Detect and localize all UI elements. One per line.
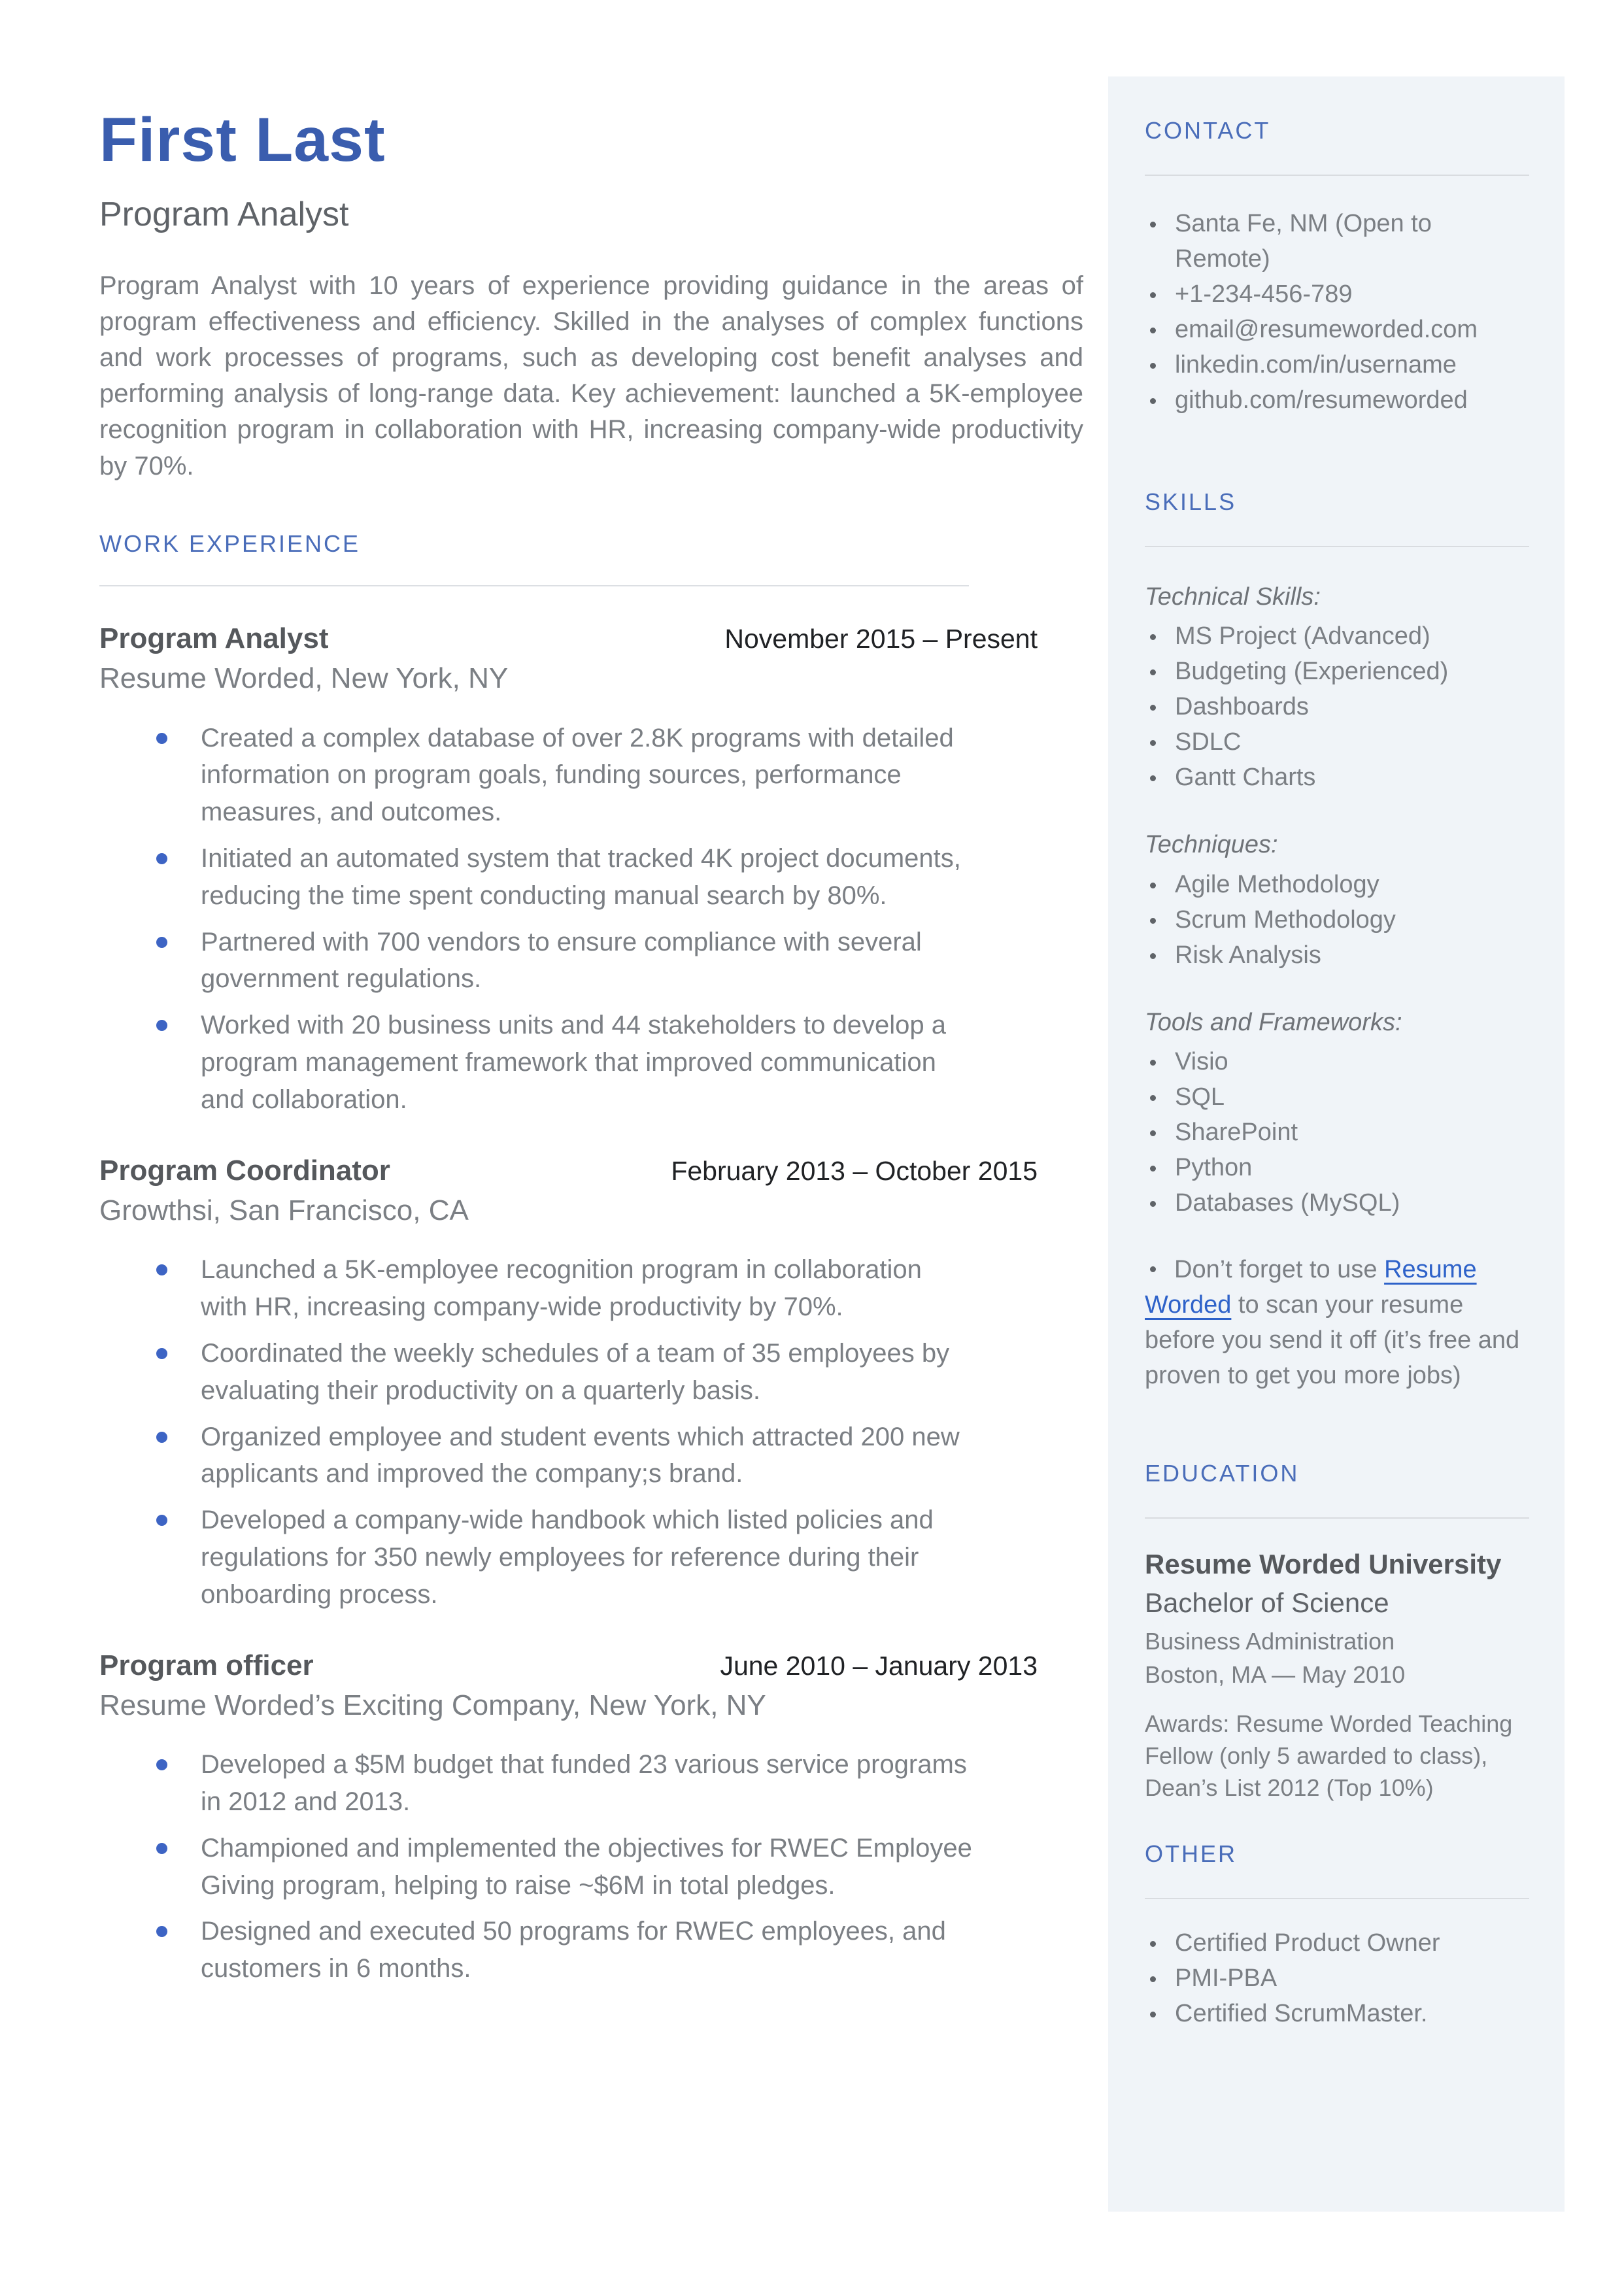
skill-item: Agile Methodology xyxy=(1145,867,1529,902)
section-divider xyxy=(1145,1898,1529,1899)
skill-item: Python xyxy=(1145,1150,1529,1185)
skills-list xyxy=(1145,618,1529,795)
job-entry xyxy=(99,1155,1083,1613)
bullet-dot xyxy=(1150,1266,1156,1272)
job-bullet: Designed and executed 50 programs for RWEC employees, and customers in 6 months. xyxy=(201,1913,972,1987)
job-bullet: Coordinated the weekly schedules of a team of 35 employees by evaluating their productivity on a quarterly basis. xyxy=(201,1335,972,1409)
job-head xyxy=(99,622,1038,655)
job-title: Program Coordinator xyxy=(99,1154,390,1187)
main-column xyxy=(99,105,1083,1997)
skills-group-label: Technical Skills: xyxy=(1145,583,1321,611)
job-bullet: Worked with 20 business units and 44 stakeholders to develop a program management framework that improved communication and collaboration. xyxy=(201,1007,972,1118)
skills-group-label: Techniques: xyxy=(1145,831,1278,859)
contact-email: email@resumeworded.com xyxy=(1145,312,1529,347)
job-dates: June 2010 – January 2013 xyxy=(720,1650,1038,1681)
certification-item: Certified Product Owner xyxy=(1145,1925,1529,1961)
job-entry xyxy=(99,1649,1083,1988)
section-divider xyxy=(1145,1517,1529,1519)
section-title-other: OTHER xyxy=(1145,1840,1237,1867)
note-suffix: to scan your resume before you send it off (it’s free and proven to get you more jobs) xyxy=(1145,1291,1520,1390)
section-divider xyxy=(1145,546,1529,547)
job-bullet: Partnered with 700 vendors to ensure compliance with several government regulations. xyxy=(201,924,972,998)
skills-list xyxy=(1145,867,1529,973)
resume-worded-note xyxy=(1145,1252,1529,1393)
job-bullet-list xyxy=(99,1746,1083,1987)
job-head xyxy=(99,1649,1038,1682)
skill-item: SharePoint xyxy=(1145,1115,1529,1150)
job-bullet: Developed a company-wide handbook which listed policies and regulations for 350 newly employees for reference during their onboarding process. xyxy=(201,1502,972,1613)
candidate-title: Program Analyst xyxy=(99,195,349,234)
job-title: Program Analyst xyxy=(99,622,329,654)
job-bullet-list xyxy=(99,720,1083,1119)
job-bullet: Organized employee and student events which attracted 200 new applicants and improved the company;s brand. xyxy=(201,1419,972,1493)
skill-item: Gantt Charts xyxy=(1145,760,1529,795)
job-head xyxy=(99,1155,1038,1187)
skill-item: Visio xyxy=(1145,1044,1529,1079)
education-major: Business Administration xyxy=(1145,1628,1395,1655)
certification-item: PMI-PBA xyxy=(1145,1961,1529,1996)
education-school: Resume Worded University xyxy=(1145,1549,1502,1580)
education-awards: Awards: Resume Worded Teaching Fellow (only 5 awarded to class), Dean’s List 2012 (Top 10%) xyxy=(1145,1710,1513,1801)
skill-item: MS Project (Advanced) xyxy=(1145,618,1529,654)
candidate-name: First Last xyxy=(99,105,386,175)
contact-location: Santa Fe, NM (Open to Remote) xyxy=(1145,206,1529,277)
job-bullet: Created a complex database of over 2.8K programs with detailed information on program goals, funding sources, performance measures, and outcomes. xyxy=(201,720,972,831)
section-title-work-experience: WORK EXPERIENCE xyxy=(99,530,361,557)
summary-paragraph: Program Analyst with 10 years of experience providing guidance in the areas of program effectiveness and efficiency. Skilled in the analyses of complex functions and work processes of programs, such as developing cost benefit analyses and performing analysis of long-range data. Key achievement: launched a 5K-employee recognition program in collaboration with HR, increasing company-wide productivity by 70%. xyxy=(99,271,1083,481)
job-bullet: Championed and implemented the objectives for RWEC Employee Giving program, helping to raise ~$6M in total pledges. xyxy=(201,1830,972,1904)
skill-item: SDLC xyxy=(1145,724,1529,760)
skill-item: Risk Analysis xyxy=(1145,937,1529,973)
education-location-date: Boston, MA — May 2010 xyxy=(1145,1661,1406,1688)
section-title-education: EDUCATION xyxy=(1145,1460,1300,1487)
education-degree: Bachelor of Science xyxy=(1145,1587,1389,1618)
job-dates: November 2015 – Present xyxy=(724,623,1038,654)
contact-linkedin: linkedin.com/in/username xyxy=(1145,347,1529,382)
section-title-skills: SKILLS xyxy=(1145,488,1237,515)
skill-item: Scrum Methodology xyxy=(1145,902,1529,937)
skill-item: SQL xyxy=(1145,1079,1529,1115)
skills-list xyxy=(1145,1044,1529,1221)
contact-github: github.com/resumeworded xyxy=(1145,382,1529,418)
section-title-contact: CONTACT xyxy=(1145,117,1271,144)
skill-item: Dashboards xyxy=(1145,689,1529,724)
skill-item: Budgeting (Experienced) xyxy=(1145,654,1529,689)
job-bullet: Developed a $5M budget that funded 23 various service programs in 2012 and 2013. xyxy=(201,1746,972,1821)
job-company: Resume Worded’s Exciting Company, New York, NY xyxy=(99,1689,766,1721)
job-bullet-list xyxy=(99,1251,1083,1613)
job-company: Resume Worded, New York, NY xyxy=(99,662,509,694)
skills-group-label: Tools and Frameworks: xyxy=(1145,1008,1402,1036)
job-dates: February 2013 – October 2015 xyxy=(671,1155,1038,1186)
skill-item: Databases (MySQL) xyxy=(1145,1185,1529,1221)
note-prefix: Don’t forget to use xyxy=(1174,1256,1385,1284)
contact-phone: +1-234-456-789 xyxy=(1145,277,1529,312)
contact-list xyxy=(1145,206,1529,418)
job-entry xyxy=(99,622,1083,1119)
job-company: Growthsi, San Francisco, CA xyxy=(99,1194,469,1226)
job-bullet: Launched a 5K-employee recognition program in collaboration with HR, increasing company-wide productivity by 70%. xyxy=(201,1251,972,1326)
job-title: Program officer xyxy=(99,1649,314,1681)
section-divider xyxy=(99,585,969,586)
other-list xyxy=(1145,1925,1529,2031)
resume-worded-link[interactable]: Resume Worded xyxy=(1145,1256,1477,1319)
section-divider xyxy=(1145,175,1529,176)
certification-item: Certified ScrumMaster. xyxy=(1145,1996,1529,2031)
sidebar xyxy=(1108,76,1565,2212)
job-bullet: Initiated an automated system that tracked 4K project documents, reducing the time spent conducting manual search by 80%. xyxy=(201,840,972,915)
